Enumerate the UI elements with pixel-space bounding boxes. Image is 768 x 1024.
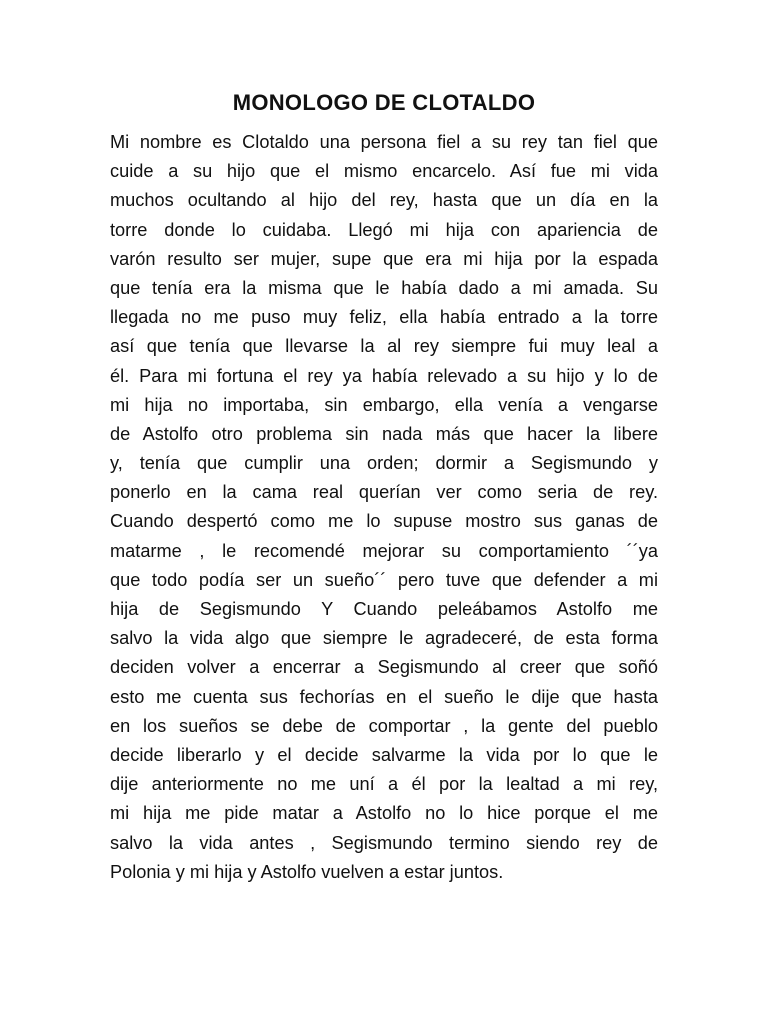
body-line: que todo podía ser un sueño´´ pero tuve que defender a mi: [110, 569, 658, 590]
body-line: que tenía era la misma que le había dado a mi amada. Su: [110, 277, 658, 298]
body-line: hija de Segismundo Y Cuando peleábamos Astolfo me: [110, 599, 658, 619]
body-line: Mi nombre es Clotaldo una persona fiel a su rey tan fiel que: [110, 132, 658, 152]
body-line: cuide a su hijo que el mismo encarcelo. Así fue mi vida: [110, 161, 658, 182]
body-line: de Astolfo otro problema sin nada más que hacer la libere: [110, 423, 658, 444]
body-line: ponerlo en la cama real querían ver como seria de rey.: [110, 482, 658, 503]
body-line: Cuando despertó como me lo supuse mostro sus ganas de: [110, 511, 658, 532]
body-line: decide liberarlo y el decide salvarme la vida por lo que le: [110, 744, 658, 765]
body-line: mi hija me pide matar a Astolfo no lo hice porque el me: [110, 803, 658, 824]
body-line: dije anteriormente no me uní a él por la lealtad a mi rey,: [110, 774, 658, 795]
body-line: salvo la vida algo que siempre le agradeceré, de esta forma: [110, 628, 658, 649]
body-line: llegada no me puso muy feliz, ella había entrado a la torre: [110, 307, 658, 328]
body-line: matarme , le recomendé mejorar su comportamiento ´´ya: [110, 540, 658, 561]
body-line: él. Para mi fortuna el rey ya había relevado a su hijo y lo de: [110, 365, 658, 386]
body-line: salvo la vida antes , Segismundo termino siendo rey de: [110, 832, 658, 853]
body-line: así que tenía que llevarse la al rey siempre fui muy leal a: [110, 336, 658, 357]
body-line: varón resulto ser mujer, supe que era mi hija por la espada: [110, 248, 658, 269]
body-line: en los sueños se debe de comportar , la gente del pueblo: [110, 715, 658, 736]
body-line: esto me cuenta sus fechorías en el sueño le dije que hasta: [110, 686, 658, 707]
body-line: mi hija no importaba, sin embargo, ella venía a vengarse: [110, 394, 658, 415]
document-body: [110, 128, 658, 887]
body-line: torre donde lo cuidaba. Llegó mi hija con apariencia de: [110, 219, 658, 240]
body-line: y, tenía que cumplir una orden; dormir a Segismundo y: [110, 453, 658, 474]
body-line: Polonia y mi hija y Astolfo vuelven a estar juntos.: [110, 861, 504, 882]
body-line: muchos ocultando al hijo del rey, hasta que un día en la: [110, 190, 658, 211]
body-line: deciden volver a encerrar a Segismundo al creer que soñó: [110, 657, 658, 678]
document-title: MONOLOGO DE CLOTALDO: [232, 90, 536, 115]
